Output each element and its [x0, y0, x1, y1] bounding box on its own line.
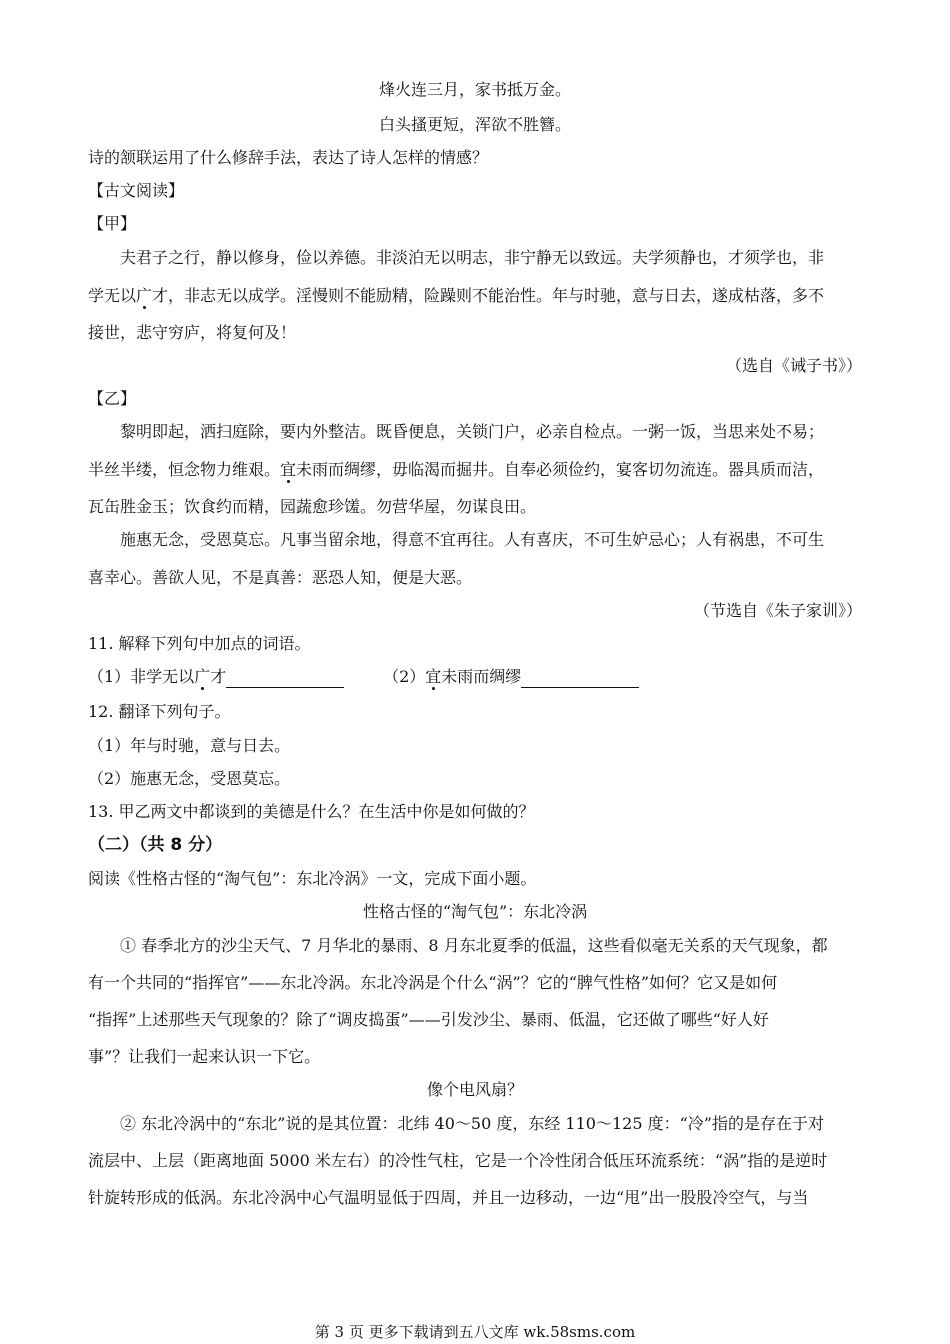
article-p1-line-3: “指挥”上述那些天气现象的？除了“调皮捣蛋”——引发沙尘、暴雨、低温，它还做了哪些“好人好 — [88, 1010, 769, 1029]
yi-paragraph-line-2: 半丝半缕，恒念物力维艰。宜未雨而绸缪，毋临渴而掘井。自奉必须俭约，宴客切勿流连。器具质而洁， — [88, 460, 825, 479]
part-2-intro: 阅读《性格古怪的“淘气包”：东北冷涡》一文，完成下面小题。 — [88, 869, 537, 888]
part-2-heading: （二）（共 8 分） — [88, 835, 223, 855]
article-p1-line-4: 事”？让我们一起来认识一下它。 — [88, 1047, 321, 1066]
question-11: 11. 解释下列句中加点的词语。 — [88, 634, 311, 653]
poem-question: 诗的颔联运用了什么修辞手法，表达了诗人怎样的情感？ — [88, 148, 489, 167]
article-p1-line-2: 有一个共同的“指挥官”——东北冷涡。东北冷涡是个什么“涡”？它的“脾气性格”如何？它又是如何 — [88, 973, 778, 992]
yi-label: 【乙】 — [88, 389, 137, 408]
answer-blank-2[interactable] — [521, 671, 639, 688]
question-12-sentence-2: （2）施惠无念，受恩莫忘。 — [88, 769, 291, 788]
article-title: 性格古怪的“淘气包”：东北冷涡 — [362, 902, 588, 921]
yi-source: （节选自《朱子家训》） — [693, 601, 862, 620]
yi-paragraph-line-1: 黎明即起，洒扫庭除，要内外整洁。既昏便息，关锁门户，必亲自检点。一粥一饭，当思来处不易； — [120, 422, 825, 441]
jia-source: （选自《诫子书》） — [725, 356, 862, 375]
yi-paragraph-line-5: 喜幸心。善欲人见，不是真善：恶恐人知，便是大恶。 — [88, 568, 473, 587]
article-p1-line-1: ① 春季北方的沙尘天气、7 月华北的暴雨、8 月东北夏季的低温，这些看似毫无关系的天气现象，都 — [120, 936, 828, 955]
article-p2-line-3: 针旋转形成的低涡。东北冷涡中心气温明显低于四周，并且一边移动，一边“甩”出一股股冷空气，与当 — [88, 1188, 809, 1207]
yi-paragraph-line-4: 施惠无念，受恩莫忘。凡事当留余地，得意不宜再往。人有喜庆，不可生妒忌心；人有祸患，不可生 — [120, 530, 825, 549]
jia-paragraph-line-3: 接世，悲守穷庐，将复何及！ — [88, 323, 297, 342]
question-13: 13. 甲乙两文中都谈到的美德是什么？在生活中你是如何做的？ — [88, 802, 535, 821]
section-classic-label: 【古文阅读】 — [88, 181, 185, 200]
dotted-word-guang: 广 — [136, 286, 153, 305]
answer-blank-1[interactable] — [226, 671, 344, 688]
poem-line-2: 白头搔更短，浑欲不胜簪。 — [378, 115, 571, 134]
yi-paragraph-line-3: 瓦缶胜金玉；饮食约而精，园蔬愈珍馐。勿营华屋，勿谋良田。 — [88, 497, 537, 516]
jia-paragraph-line-1: 夫君子之行，静以修身，俭以养德。非淡泊无以明志，非宁静无以致远。夫学须静也，才须学也，非 — [120, 248, 825, 267]
question-11-item-2: （2）宜未雨而绸缪 — [383, 666, 639, 688]
jia-label: 【甲】 — [88, 214, 137, 233]
dotted-word-yi: 宜 — [280, 460, 297, 479]
jia-paragraph-line-2: 学无以广才，非志无以成学。淫慢则不能励精，险躁则不能治性。年与时驰，意与日去，遂成枯落，多不 — [88, 286, 825, 305]
article-subtitle: 像个电风扇？ — [426, 1080, 523, 1099]
article-p2-line-1: ② 东北冷涡中的“东北”说的是其位置：北纬 40～50 度，东经 110～125 度：“冷”指的是存在于对 — [120, 1114, 824, 1133]
poem-line-1: 烽火连三月，家书抵万金。 — [378, 80, 571, 99]
question-12-sentence-1: （1）年与时驰，意与日去。 — [88, 736, 291, 755]
question-11-item-1: （1）非学无以广才 — [88, 666, 378, 688]
question-12: 12. 翻译下列句子。 — [88, 702, 231, 721]
article-p2-line-2: 流层中、上层（距离地面 5000 米左右）的冷性气柱，它是一个冷性闭合低压环流系统：“涡”指的是逆时 — [88, 1151, 828, 1170]
page-footer: 第 3 页 更多下载请到五八文库 wk.58sms.com — [314, 1323, 636, 1341]
question-11-items — [88, 666, 862, 688]
